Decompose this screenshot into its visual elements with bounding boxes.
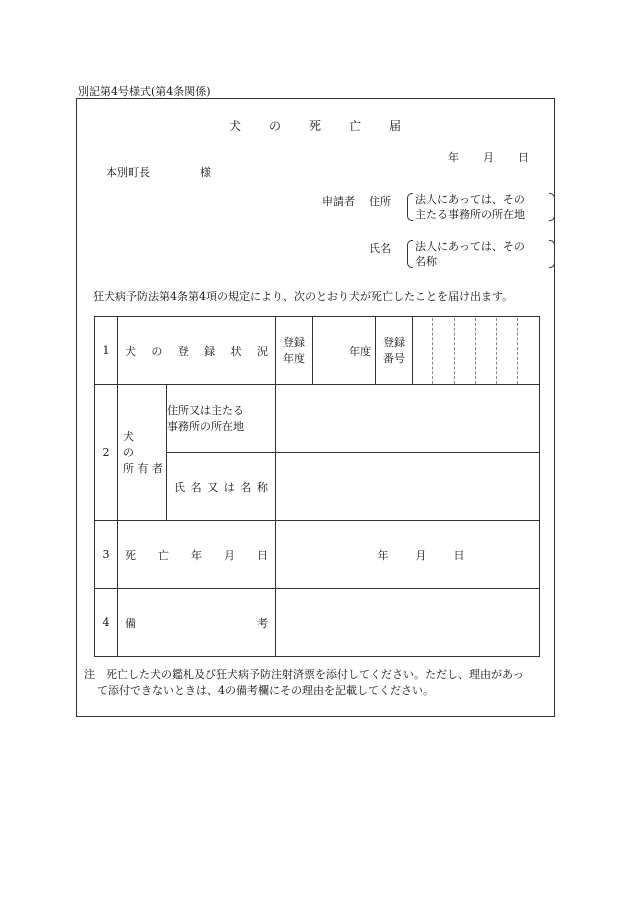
date-day: 日 [518, 151, 529, 164]
label-line: 犬 の [123, 429, 156, 459]
note-line: て添付できないときは、4の備考欄にその理由を記載してください。 [97, 684, 434, 697]
label-char: 録 [204, 344, 216, 358]
label-line: 登録 [383, 335, 405, 349]
owner-address-field[interactable] [276, 385, 540, 453]
row-number: 4 [95, 589, 118, 657]
registration-year-label [276, 317, 313, 385]
remarks-label [118, 589, 276, 657]
title-char: 届 [389, 119, 402, 133]
label-char: 備 [125, 616, 136, 630]
label-line: 事務所の所在地 [167, 419, 244, 433]
title-char: 亡 [349, 119, 362, 133]
registration-number-label [376, 317, 413, 385]
label-char: 又 [207, 480, 219, 494]
applicant-name-field[interactable] [407, 239, 555, 269]
title-char: の [268, 119, 281, 133]
label-line: 住所又は主たる [167, 403, 244, 417]
applicant-label: 申請者 [322, 195, 355, 208]
date-unit: 日 [453, 548, 465, 562]
dog-death-table [94, 316, 540, 657]
label-char: は [223, 480, 235, 494]
registration-status-label [118, 317, 276, 385]
addressee-name: 本別町長 [106, 166, 150, 179]
name-note-line: 法人にあっては、その [415, 240, 525, 253]
registration-number-field[interactable] [413, 317, 540, 385]
form-title [0, 117, 630, 134]
label-line: 番号 [383, 351, 405, 365]
label-line: 年度 [283, 351, 305, 365]
title-char: 死 [308, 119, 321, 133]
year-unit: 年度 [349, 344, 371, 358]
name-note-line: 名称 [415, 255, 437, 268]
death-date-field[interactable] [276, 521, 540, 589]
label-char: 状 [230, 344, 242, 358]
title-char: 犬 [228, 119, 241, 133]
addressee-suffix: 様 [200, 166, 211, 179]
date-unit: 月 [415, 548, 427, 562]
applicant-name-label: 氏名 [369, 242, 391, 255]
label-line: 登録 [283, 335, 305, 349]
table-row [95, 317, 540, 385]
label-char: 名 [190, 480, 202, 494]
label-char: 考 [257, 616, 268, 630]
remarks-field[interactable] [276, 589, 540, 657]
date-year: 年 [448, 151, 459, 164]
row-number: 1 [95, 317, 118, 385]
owner-address-label [167, 385, 276, 453]
owner-name-field[interactable] [276, 453, 540, 521]
label-char: 犬 [125, 344, 136, 358]
applicant-address-label: 住所 [369, 195, 391, 208]
row-number: 3 [95, 521, 118, 589]
owner-name-label [167, 453, 276, 521]
label-line: 所 有 者 [123, 461, 163, 475]
table-row [95, 521, 540, 589]
note-prefix: 注 [84, 668, 95, 681]
label-char: 登 [177, 344, 189, 358]
row-number: 2 [95, 385, 118, 521]
declaration-text: 狂犬病予防法第4条第4項の規定により、次のとおり犬が死亡したことを届け出ます。 [93, 290, 514, 303]
label-char: 日 [257, 548, 268, 562]
label-char: の [151, 344, 163, 358]
owner-label [118, 385, 167, 521]
label-char: 況 [256, 344, 268, 358]
label-char: 亡 [158, 548, 169, 562]
label-char: 年 [191, 548, 202, 562]
submission-date[interactable] [448, 149, 553, 165]
death-date-label [118, 521, 276, 589]
label-char: 名 [240, 480, 252, 494]
date-unit: 年 [377, 548, 389, 562]
footnote [84, 667, 550, 699]
applicant-address-field[interactable] [407, 192, 555, 222]
label-char: 月 [224, 548, 235, 562]
table-row [95, 385, 540, 453]
label-char: 称 [256, 480, 268, 494]
registration-year-field[interactable] [313, 317, 376, 385]
label-char: 死 [125, 548, 136, 562]
address-note-line: 法人にあっては、その [415, 193, 525, 206]
date-month: 月 [483, 151, 494, 164]
form-number-label: 別記第4号様式(第4条関係) [78, 85, 211, 98]
address-note-line: 主たる事務所の所在地 [415, 208, 525, 221]
table-row [95, 589, 540, 657]
label-char: 氏 [174, 480, 185, 494]
note-line: 死亡した犬の鑑札及び狂犬病予防注射済票を添付してください。ただし、理由があっ [106, 668, 524, 681]
